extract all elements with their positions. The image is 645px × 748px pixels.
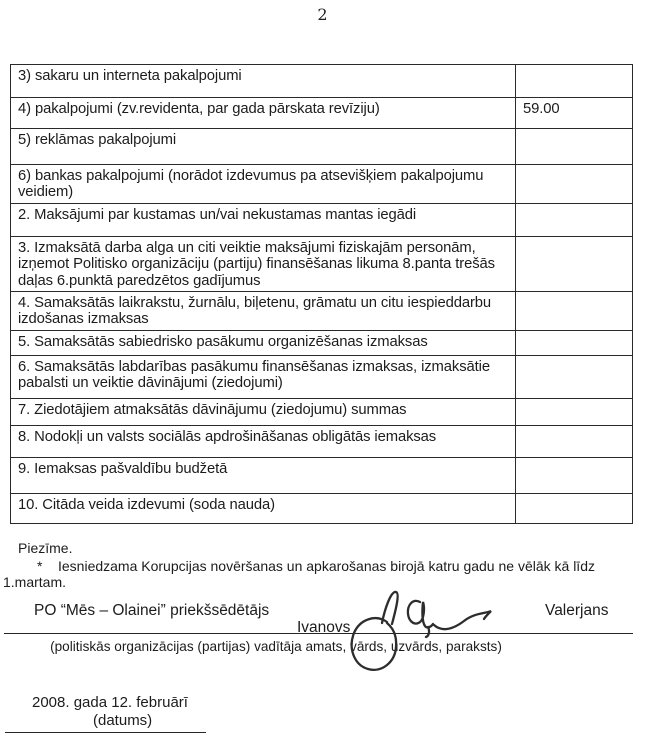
expense-row-value (516, 457, 633, 493)
expense-row-label: 9. Iemaksas pašvaldību budžetā (11, 457, 516, 493)
expense-row-value (516, 398, 633, 425)
signer-role: PO “Mēs – Olainei” priekšsēdētājs (34, 602, 270, 619)
expense-row-label: 6) bankas pakalpojumi (norādot izdevumus pa atsevišķiem pakalpojumu veidiem) (11, 165, 516, 204)
expense-row-value (516, 292, 633, 331)
expense-row-value (516, 355, 633, 398)
table-row (11, 98, 633, 129)
table-row (11, 457, 633, 493)
expense-row-label: 7. Ziedotājiem atmaksātās dāvinājumu (ziedojumu) summas (11, 398, 516, 425)
expense-row-label: 8. Nodokļi un valsts sociālās apdrošināšanas obligātās iemaksas (11, 425, 516, 457)
expense-row-value (516, 129, 633, 165)
expense-row-value: 59.00 (516, 98, 633, 129)
signature-caption: (politiskās organizācijas (partijas) vadītāja amats, vārds, uzvārds, paraksts) (50, 639, 502, 654)
date-block (5, 694, 206, 733)
signer-surname: Ivanovs (297, 619, 351, 636)
footnote-asterisk: * (37, 557, 43, 574)
handwritten-signature (338, 581, 510, 679)
table-row (11, 65, 633, 98)
table-row (11, 493, 633, 523)
expense-row-value (516, 65, 633, 98)
note-title: Piezīme. (18, 540, 73, 556)
signer-first-name: Valerjans (545, 602, 609, 619)
table-row (11, 292, 633, 331)
expense-row-value (516, 203, 633, 236)
note-block (3, 540, 623, 591)
table-row (11, 355, 633, 398)
expense-row-label: 6. Samaksātās labdarības pasākumu finansēšanas izmaksas, izmaksātie pabalsti un veiktie dāvinājumi (ziedojumi) (11, 355, 516, 398)
expense-row-value (516, 165, 633, 204)
note-text-continuation: 1.martam. (3, 574, 67, 590)
expense-row-label: 5) reklāmas pakalpojumi (11, 129, 516, 165)
expense-row-value (516, 425, 633, 457)
date-value: 2008. gada 12. februārī (32, 694, 188, 711)
expense-row-value (516, 330, 633, 355)
note-line (3, 558, 623, 575)
signature-line (4, 633, 633, 634)
table-row (11, 165, 633, 204)
expense-row-label: 3) sakaru un interneta pakalpojumi (11, 65, 516, 98)
expense-row-label: 5. Samaksātās sabiedrisko pasākumu organizēšanas izmaksas (11, 330, 516, 355)
note-text: Iesniedzama Korupcijas novēršanas un apkarošanas birojā katru gadu ne vēlāk kā līdz (58, 557, 595, 574)
page-number: 2 (317, 5, 328, 24)
expense-row-label: 2. Maksājumi par kustamas un/vai nekustamas mantas iegādi (11, 203, 516, 236)
table-row (11, 129, 633, 165)
date-caption: (datums) (93, 711, 153, 729)
table-row (11, 398, 633, 425)
expense-row-value (516, 493, 633, 523)
table-row (11, 425, 633, 457)
expense-row-label: 4) pakalpojumi (zv.revidenta, par gada pārskata revīziju) (11, 98, 516, 129)
expense-row-label: 4. Samaksātās laikrakstu, žurnālu, biļetenu, grāmatu un citu iespieddarbu izdošanas izmaksas (11, 292, 516, 331)
expense-row-value (516, 236, 633, 291)
table-row (11, 236, 633, 291)
table-row (11, 330, 633, 355)
table-row (11, 203, 633, 236)
expense-row-label: 10. Citāda veida izdevumi (soda nauda) (11, 493, 516, 523)
expenses-table (10, 64, 633, 524)
expense-row-label: 3. Izmaksātā darba alga un citi veiktie maksājumi fiziskajām personām, izņemot Politisko organizāciju (partiju) finansēšanas likuma 8.panta trešās daļas 6.punktā paredzētos gadījumus (11, 236, 516, 291)
